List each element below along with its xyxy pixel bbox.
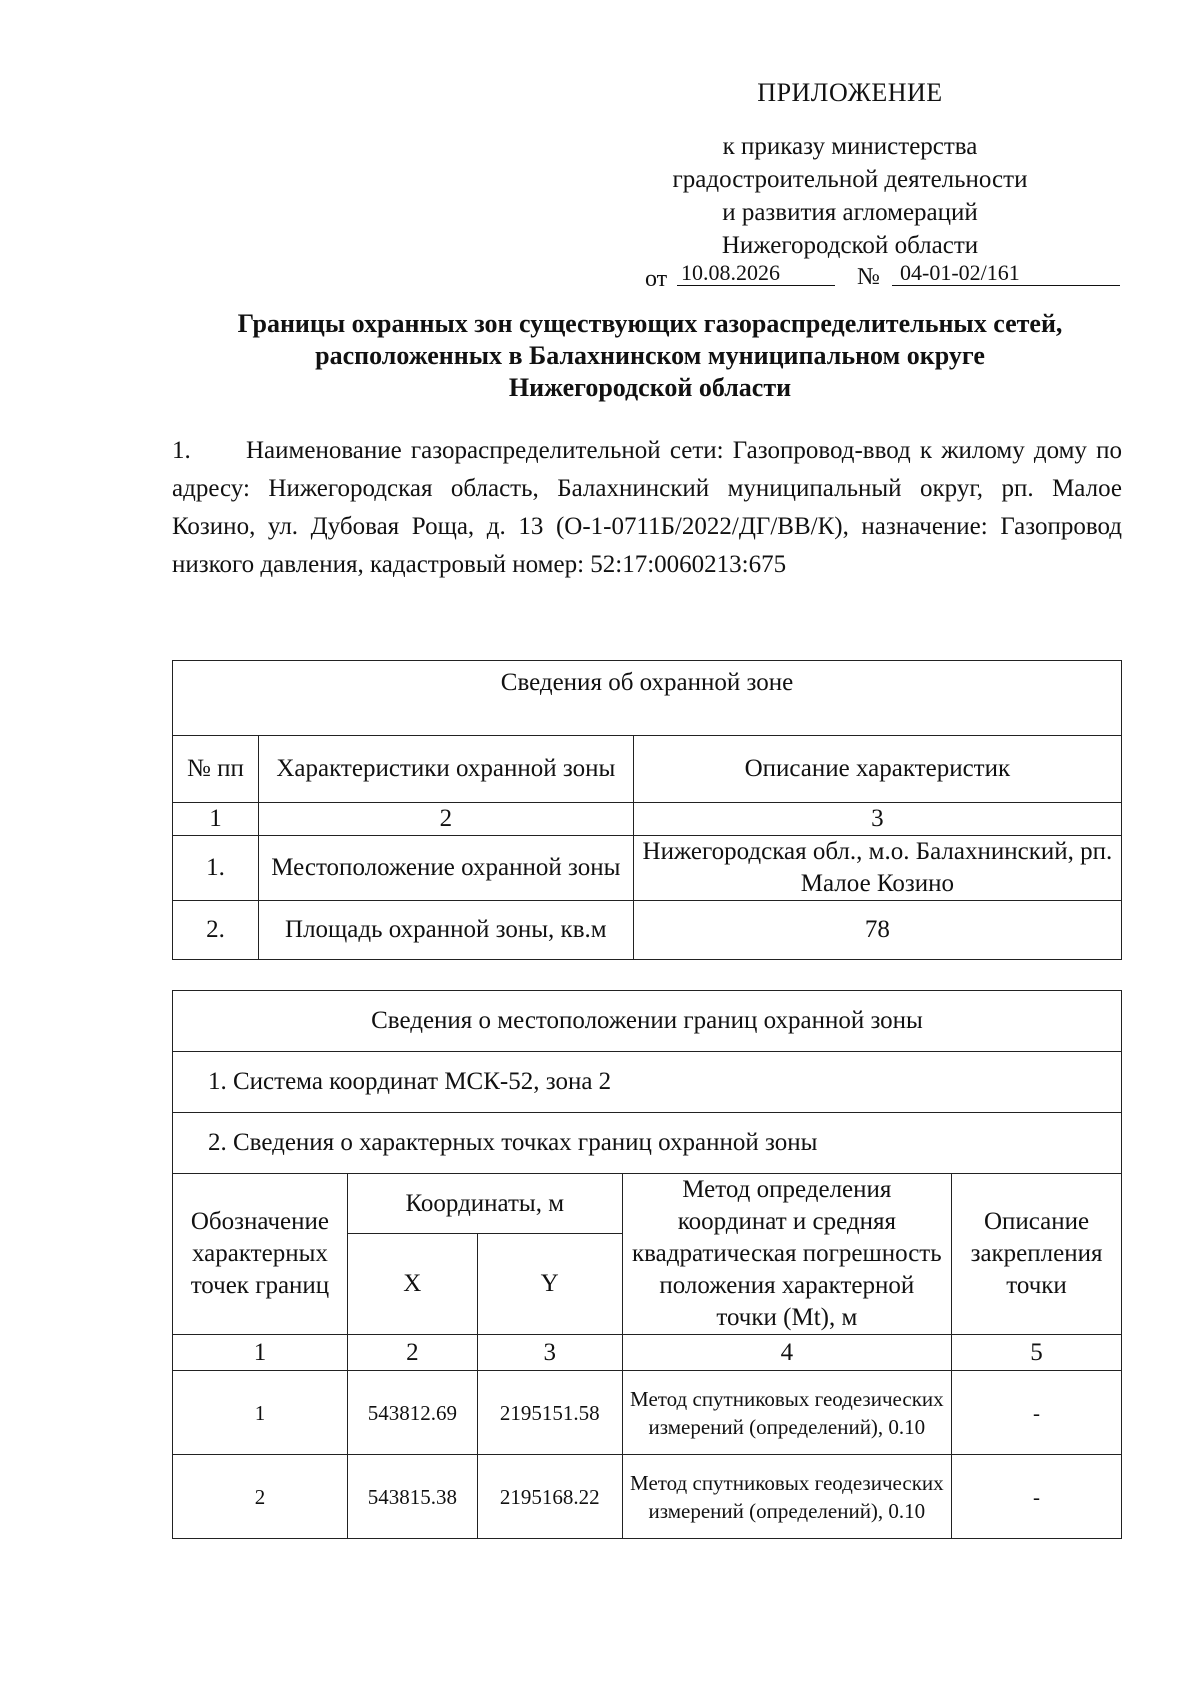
table-cell: 2195151.58 [477,1371,622,1455]
coordinate-system: 1. Система координат МСК-52, зона 2 [173,1052,1122,1113]
table-cell: 543815.38 [347,1455,477,1539]
order-line: градостроительной деятельности [672,166,1028,193]
column-header: Координаты, м [347,1174,622,1234]
table-cell: - [952,1455,1122,1539]
column-number: 1 [173,803,259,836]
table-cell: 543812.69 [347,1371,477,1455]
order-line: и развития агломераций [722,199,978,226]
table-cell: Нижегородская обл., м.о. Балахнинский, рп. Малое Козино [633,836,1121,901]
column-header: Y [477,1234,622,1335]
table-cell: 2 [173,1455,348,1539]
column-header: Характеристики охранной зоны [258,736,633,803]
column-number: 2 [347,1335,477,1371]
column-number: 4 [622,1335,951,1371]
number-prefix: № [857,264,880,290]
points-title: 2. Сведения о характерных точках границ охранной зоны [173,1113,1122,1174]
order-number: 04-01-02/161 [892,260,1120,286]
column-header: Обозначение характерных точек границ [173,1174,348,1335]
column-number: 3 [477,1335,622,1371]
order-date: 10.08.2026 [677,260,835,286]
table-cell: Площадь охранной зоны, кв.м [258,901,633,960]
table-cell: Метод спутниковых геодезических измерений (определений), 0.10 [622,1455,951,1539]
table-cell: Метод спутниковых геодезических измерений (определений), 0.10 [622,1371,951,1455]
table-cell: 2195168.22 [477,1455,622,1539]
column-number: 2 [258,803,633,836]
column-number: 1 [173,1335,348,1371]
column-number: 5 [952,1335,1122,1371]
order-line: Нижегородской области [721,232,979,259]
order-date-number [645,260,1120,294]
table-cell: Местоположение охранной зоны [258,836,633,901]
boundary-table [172,990,1122,1539]
zone-table-title: Сведения об охранной зоне [173,661,1122,736]
section-paragraph [172,432,1122,584]
column-number: 3 [633,803,1121,836]
order-reference [590,130,1110,262]
table-row [173,1455,1122,1539]
table-row [173,901,1122,960]
document-title [120,308,1180,404]
title-line: расположенных в Балахнинском муниципальном округе [315,341,985,370]
table-cell: - [952,1371,1122,1455]
table-cell: 78 [633,901,1121,960]
boundary-table-title: Сведения о местоположении границ охранной зоны [173,991,1122,1052]
title-line: Нижегородской области [508,373,792,402]
column-header: № пп [173,736,259,803]
section-number: 1. [172,437,191,464]
column-header: X [347,1234,477,1335]
table-cell: 1. [173,836,259,901]
table-cell: 1 [173,1371,348,1455]
column-header: Метод определения координат и средняя квадратическая погрешность положения характерной точки (Mt), м [622,1174,951,1335]
date-prefix: от [645,266,668,292]
appendix-heading: ПРИЛОЖЕНИЕ [757,78,943,107]
column-header: Описание характеристик [633,736,1121,803]
section-text: Наименование газораспределительной сети: Газопровод-ввод к жилому дому по адресу: Нижегородская область, Балахнинский муниципальный округ, рп. Малое Козино, ул. Дубовая Роща, д. 13 (О-1-0711Б/2022/ДГ/ВВ/К), назначение: Газопровод низкого давления, кадастровый номер: 52:17:0060213:675 [172,437,1122,578]
column-header: Описание закрепления точки [952,1174,1122,1335]
title-line: Границы охранных зон существующих газораспределительных сетей, [237,309,1063,338]
table-cell: 2. [173,901,259,960]
order-line: к приказу министерства [722,133,978,160]
table-row [173,836,1122,901]
zone-info-table [172,660,1122,960]
table-row [173,1371,1122,1455]
